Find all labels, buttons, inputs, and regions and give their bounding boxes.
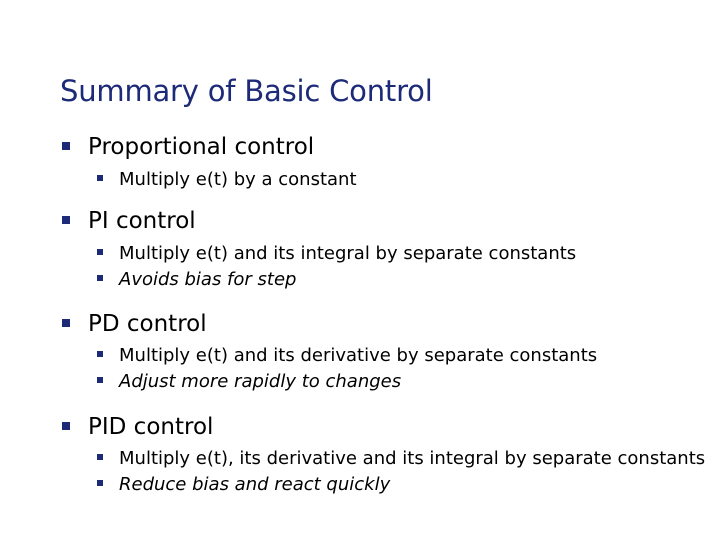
- square-bullet-icon: [97, 351, 103, 357]
- subpoint-text: Avoids bias for step: [119, 269, 297, 290]
- section-pi-control: [62, 208, 196, 234]
- square-bullet-icon: [62, 422, 70, 430]
- square-bullet-icon: [97, 454, 103, 460]
- slide-title: Summary of Basic Control: [60, 74, 433, 108]
- section-heading: PI control: [88, 208, 196, 234]
- subpoint-text: Reduce bias and react quickly: [119, 474, 391, 495]
- subpoint-item: [97, 371, 401, 392]
- square-bullet-icon: [62, 319, 70, 327]
- subpoint-text: Multiply e(t), its derivative and its integral by separate constants: [119, 448, 706, 469]
- subpoint-item: [97, 448, 705, 469]
- subpoint-item: [97, 269, 296, 290]
- section-heading: Proportional control: [88, 134, 315, 160]
- square-bullet-icon: [62, 142, 70, 150]
- subpoint-text: Adjust more rapidly to changes: [119, 371, 402, 392]
- subpoint-item: [97, 474, 390, 495]
- subpoint-item: [97, 243, 576, 264]
- square-bullet-icon: [62, 216, 70, 224]
- subpoint-item: [97, 169, 357, 190]
- square-bullet-icon: [97, 377, 103, 383]
- section-pid-control: [62, 414, 213, 440]
- square-bullet-icon: [97, 480, 103, 486]
- subpoint-item: [97, 345, 597, 366]
- section-heading: PID control: [88, 414, 214, 440]
- section-heading: PD control: [88, 311, 207, 337]
- subpoint-text: Multiply e(t) by a constant: [119, 169, 357, 190]
- square-bullet-icon: [97, 275, 103, 281]
- subpoint-text: Multiply e(t) and its derivative by separate constants: [119, 345, 598, 366]
- subpoint-text: Multiply e(t) and its integral by separate constants: [119, 243, 577, 264]
- square-bullet-icon: [97, 175, 103, 181]
- square-bullet-icon: [97, 249, 103, 255]
- section-pd-control: [62, 311, 207, 337]
- section-proportional-control: [62, 134, 314, 160]
